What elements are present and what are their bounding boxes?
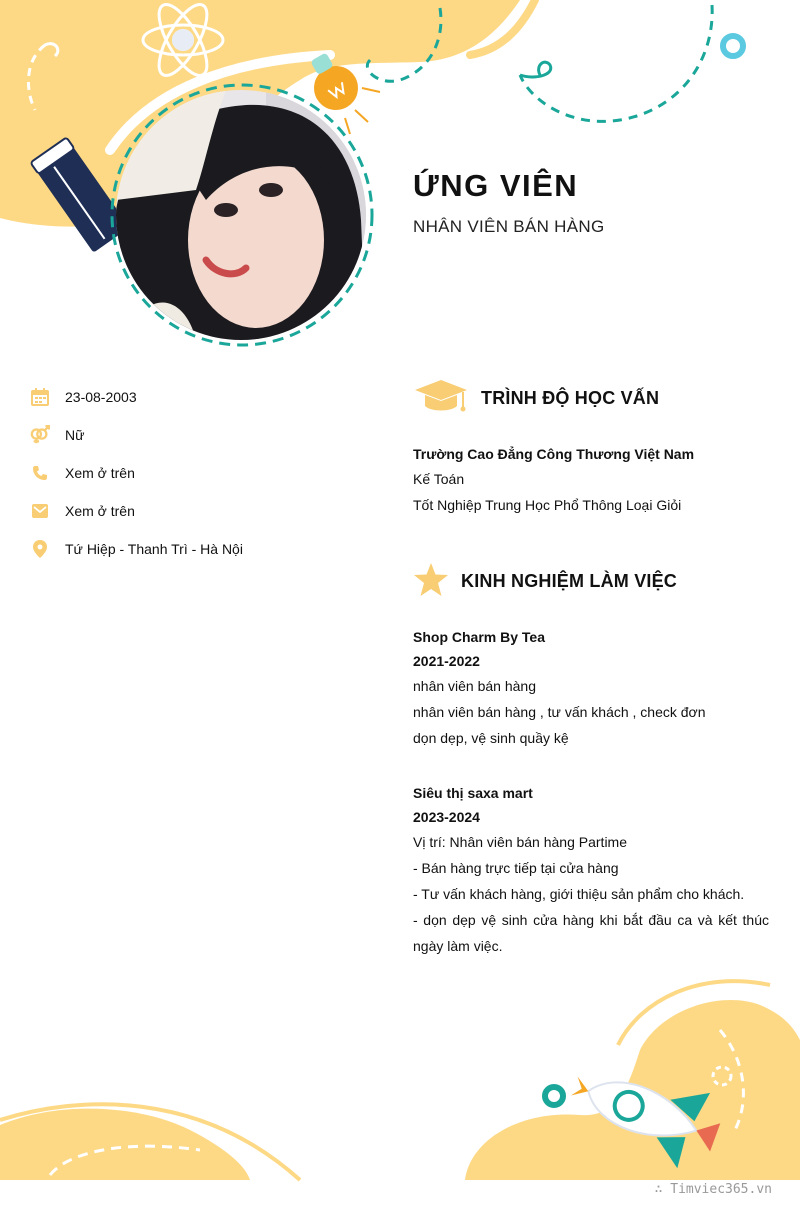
job-2-line-3: - Tư vấn khách hàng, giới thiệu sản phẩm cho khách. (413, 886, 745, 902)
envelope-icon (30, 501, 50, 521)
contact-phone-row (30, 461, 135, 485)
education-title: TRÌNH ĐỘ HỌC VẤN (481, 388, 660, 408)
job-2-line-1: Vị trí: Nhân viên bán hàng Partime (413, 834, 628, 850)
contact-address-row (30, 537, 243, 561)
star-icon (413, 562, 451, 600)
map-pin-icon (30, 539, 50, 559)
teal-ring-bottom (545, 1087, 563, 1105)
contact-email-row (30, 499, 135, 523)
education-major: Kế Toán (413, 471, 465, 487)
job-1-line-2: nhân viên bán hàng , tư vấn khách , check đơn (413, 704, 706, 720)
phone-text: Xem ở trên (65, 465, 135, 481)
graduation-cap-icon (413, 378, 473, 418)
footer-watermark: ∴ Timviec365.vn (654, 1182, 772, 1197)
job-2-period: 2023-2024 (413, 809, 480, 825)
email-text: Xem ở trên (65, 503, 135, 519)
education-result: Tốt Nghiệp Trung Học Phổ Thông Loại Giỏi (413, 497, 682, 513)
experience-title: KINH NGHIỆM LÀM VIỆC (461, 571, 678, 591)
teal-ring-decor (723, 36, 743, 56)
job-2-line-4: - dọn dẹp vệ sinh cửa hàng khi bắt đầu ca và kết thúc ngày làm việc. (413, 912, 769, 954)
contact-birthday-row (30, 385, 137, 409)
job-2-company: Siêu thị saxa mart (413, 785, 533, 801)
job-1-company: Shop Charm By Tea (413, 629, 545, 645)
gender-text: Nữ (65, 427, 85, 443)
gender-icon (30, 425, 50, 445)
phone-icon (30, 463, 50, 483)
profile-photo (116, 90, 366, 340)
contact-gender-row (30, 423, 85, 447)
education-school: Trường Cao Đẳng Công Thương Việt Nam (413, 446, 695, 462)
job-1-period: 2021-2022 (413, 653, 480, 669)
candidate-name: ỨNG VIÊN (413, 168, 579, 203)
calendar-icon (30, 387, 50, 407)
candidate-position: NHÂN VIÊN BÁN HÀNG (413, 217, 605, 236)
birthday-text: 23-08-2003 (65, 389, 137, 405)
job-1-line-3: dọn dẹp, vệ sinh quầy kệ (413, 730, 569, 746)
bottom-left-blob (0, 1109, 250, 1180)
address-text: Tứ Hiệp - Thanh Trì - Hà Nội (65, 541, 243, 557)
job-2-line-2: - Bán hàng trực tiếp tại cửa hàng (413, 860, 619, 876)
job-1-line-1: nhân viên bán hàng (413, 678, 536, 694)
